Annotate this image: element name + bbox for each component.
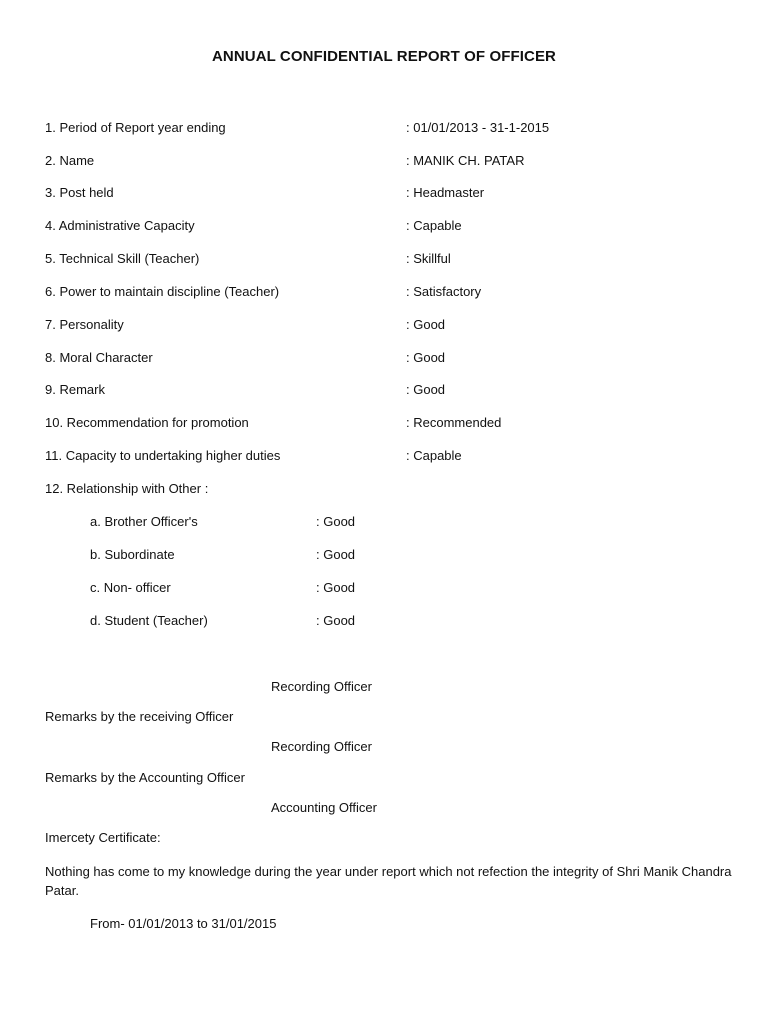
certificate-heading: Imercety Certificate: <box>45 830 161 845</box>
item-label-technical-skill: 5. Technical Skill (Teacher) <box>45 251 200 266</box>
item-value-recommendation: : Recommended <box>406 415 502 430</box>
remarks-receiving-officer: Remarks by the receiving Officer <box>45 709 234 724</box>
item-value-higher-duties: : Capable <box>406 448 462 463</box>
item-label-post: 3. Post held <box>45 185 114 200</box>
relationship-label-non-officer: c. Non- officer <box>90 580 171 595</box>
item-value-technical-skill: : Skillful <box>406 251 451 266</box>
relationship-value-subordinate: : Good <box>316 547 356 562</box>
item-label-remark: 9. Remark <box>45 382 105 397</box>
relationship-label-subordinate: b. Subordinate <box>90 547 175 562</box>
accounting-officer-signature: Accounting Officer <box>271 800 377 815</box>
relationship-value-student: : Good <box>316 613 356 628</box>
relationship-value-brother-officers: : Good <box>316 514 356 529</box>
relationship-label-brother-officers: a. Brother Officer's <box>90 514 198 529</box>
item-label-recommendation: 10. Recommendation for promotion <box>45 415 249 430</box>
item-label-moral-character: 8. Moral Character <box>45 350 153 365</box>
item-label-period: 1. Period of Report year ending <box>45 120 226 135</box>
item-label-personality: 7. Personality <box>45 317 124 332</box>
item-value-post: : Headmaster <box>406 185 485 200</box>
certificate-text: Nothing has come to my knowledge during the year under report which not refection the integrity of Shri Manik Chandra Patar. <box>45 864 732 898</box>
item-value-name: : MANIK CH. PATAR <box>406 153 525 168</box>
certificate-period: From- 01/01/2013 to 31/01/2015 <box>90 916 277 931</box>
item-value-moral-character: : Good <box>406 350 446 365</box>
item-value-period: : 01/01/2013 - 31-1-2015 <box>406 120 550 135</box>
recording-officer-signature-2: Recording Officer <box>271 739 372 754</box>
document-title: ANNUAL CONFIDENTIAL REPORT OF OFFICER <box>212 48 556 65</box>
item-label-name: 2. Name <box>45 153 95 168</box>
relationship-heading: 12. Relationship with Other : <box>45 481 209 496</box>
item-label-discipline: 6. Power to maintain discipline (Teacher) <box>45 284 280 299</box>
recording-officer-signature-1: Recording Officer <box>271 679 372 694</box>
item-value-discipline: : Satisfactory <box>406 284 482 299</box>
item-value-remark: : Good <box>406 382 446 397</box>
item-label-admin-capacity: 4. Administrative Capacity <box>45 218 195 233</box>
item-label-higher-duties: 11. Capacity to undertaking higher duties <box>45 448 281 463</box>
remarks-accounting-officer: Remarks by the Accounting Officer <box>45 770 245 785</box>
relationship-label-student: d. Student (Teacher) <box>90 613 208 628</box>
item-value-admin-capacity: : Capable <box>406 218 462 233</box>
relationship-value-non-officer: : Good <box>316 580 356 595</box>
item-value-personality: : Good <box>406 317 446 332</box>
